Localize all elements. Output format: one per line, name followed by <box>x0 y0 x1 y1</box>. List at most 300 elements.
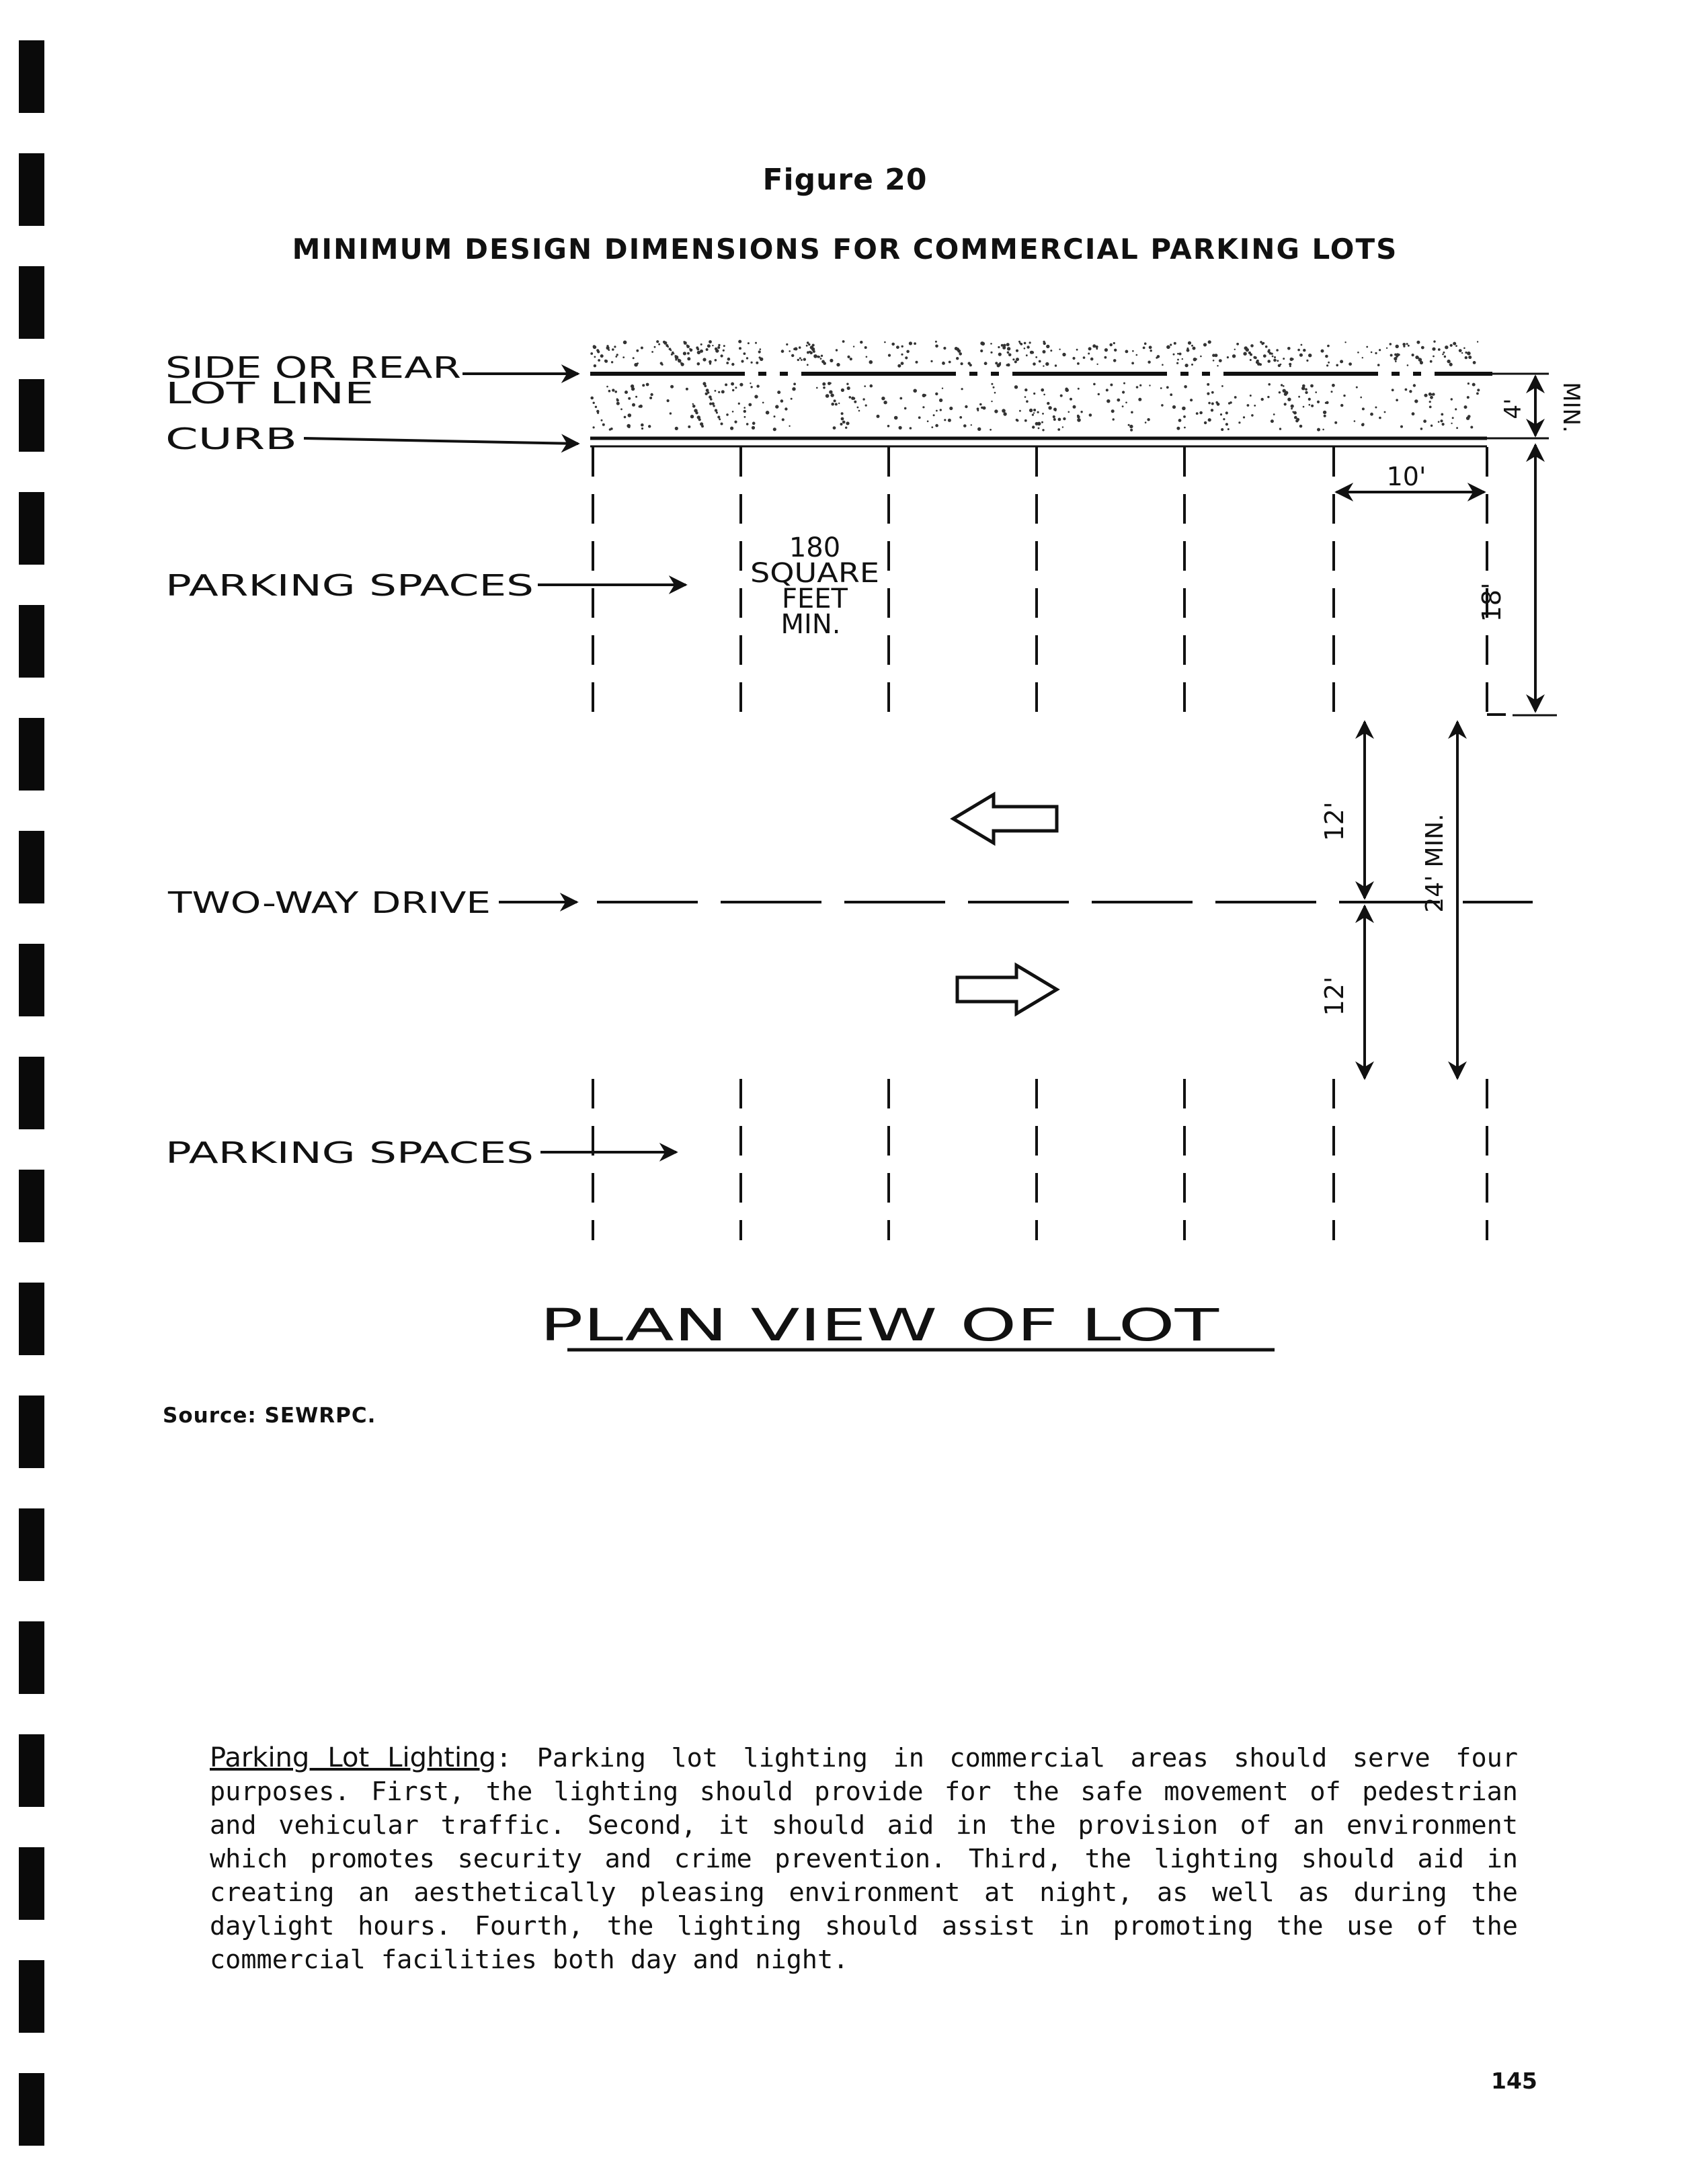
stipple-dot <box>1250 359 1252 361</box>
stipple-dot <box>1193 358 1197 361</box>
stipple-dot <box>1396 345 1399 348</box>
stipple-dot <box>983 407 986 410</box>
stipple-dot <box>712 345 713 346</box>
stipple-dot <box>673 353 674 354</box>
stipple-dot <box>927 420 929 422</box>
stipple-dot <box>1111 409 1115 413</box>
stipple-dot <box>1421 346 1424 350</box>
stipple-dot <box>1208 418 1211 421</box>
stipple-dot <box>1451 398 1453 400</box>
stipple-dot <box>910 427 912 430</box>
stipple-dot <box>612 348 614 351</box>
stipple-dot <box>830 393 834 397</box>
stipple-dot <box>1068 411 1070 413</box>
stipple-dot <box>935 393 938 395</box>
stipple-dot <box>935 424 938 428</box>
stipple-dot <box>781 350 784 353</box>
stipple-dot <box>746 357 748 359</box>
stipple-dot <box>1379 349 1381 351</box>
stipple-dot <box>1453 342 1456 346</box>
stipple-dot <box>731 382 734 386</box>
stipple-dot <box>1090 358 1094 361</box>
stipple-dot <box>750 386 752 388</box>
stipple-dot <box>1129 425 1133 428</box>
stipple-dot <box>1217 365 1218 366</box>
stipple-dot <box>1096 364 1098 365</box>
stipple-dot <box>1136 354 1138 356</box>
stipple-dot <box>670 350 672 352</box>
stipple-dot <box>1306 360 1308 362</box>
stipple-dot <box>739 383 743 387</box>
stipple-dot <box>1395 360 1397 362</box>
stipple-dot <box>933 414 935 416</box>
stipple-dot <box>690 415 694 418</box>
stipple-dot <box>663 341 667 345</box>
stipple-dot <box>1077 415 1080 419</box>
stipple-dot <box>1053 415 1055 418</box>
stipple-dot <box>631 387 635 391</box>
stipple-dot <box>901 354 903 356</box>
stipple-dot <box>822 382 826 386</box>
stipple-dot <box>730 427 733 430</box>
stipple-dot <box>656 340 659 343</box>
stipple-dot <box>857 407 859 409</box>
top-stall-lines <box>593 447 1487 716</box>
stipple-dot <box>1220 413 1222 415</box>
stipple-dot <box>936 410 938 412</box>
stipple-dot <box>1109 343 1113 347</box>
stipple-dot <box>688 426 690 428</box>
stipple-dot <box>930 360 932 362</box>
stipple-dot <box>1356 387 1358 389</box>
stipple-dot <box>799 357 801 359</box>
stipple-dot <box>726 362 729 364</box>
stipple-dot <box>1076 349 1078 351</box>
lot-line-label-2: LOT LINE <box>165 376 374 411</box>
stipple-dot <box>1001 344 1004 347</box>
stipple-dot <box>1182 358 1183 360</box>
stipple-dot <box>1423 419 1426 423</box>
stipple-dot <box>614 346 616 348</box>
stipple-dot <box>1336 364 1338 367</box>
stipple-dot <box>1440 419 1443 422</box>
stipple-dot <box>636 350 639 352</box>
stipple-dot <box>1043 341 1045 343</box>
stipple-dot <box>716 411 718 413</box>
stipple-dot <box>690 349 693 352</box>
stipple-dot <box>1441 413 1443 416</box>
stipple-dot <box>1250 395 1252 397</box>
stipple-dot <box>1254 356 1257 359</box>
stipple-dot <box>658 343 660 346</box>
stipple-dot <box>758 350 761 353</box>
stipple-dot <box>949 407 953 410</box>
stipple-dot <box>1294 416 1297 419</box>
stipple-dot <box>862 398 864 400</box>
stipple-dot <box>642 384 645 387</box>
stipple-dot <box>1325 355 1328 358</box>
stipple-dot <box>1132 350 1134 352</box>
stipple-dot <box>709 362 711 364</box>
stipple-dot <box>931 426 933 428</box>
stipple-dot <box>847 356 850 358</box>
stipple-dot <box>998 353 1002 356</box>
stipple-dot <box>1406 343 1408 345</box>
stipple-dot <box>1324 415 1326 417</box>
dim-buffer-label: 4' <box>1500 398 1527 419</box>
stipple-dot <box>1317 428 1320 432</box>
stipple-dot <box>748 342 750 344</box>
stipple-dot <box>888 354 891 357</box>
direction-arrow-left <box>953 795 1057 843</box>
stipple-dot <box>1145 421 1147 423</box>
stipple-dot <box>784 407 787 410</box>
stipple-dot <box>901 346 903 348</box>
stipple-dot <box>807 364 809 366</box>
stipple-dot <box>734 421 737 423</box>
stipple-dot <box>1174 342 1176 345</box>
stipple-dot <box>1185 364 1189 367</box>
stipple-dot <box>1289 365 1291 367</box>
stipple-dot <box>1212 354 1215 357</box>
stipple-dot <box>959 416 962 419</box>
stipple-dot <box>1055 409 1057 411</box>
stipple-dot <box>1334 421 1337 424</box>
stipple-dot <box>1058 418 1061 421</box>
stipple-dot <box>726 413 729 416</box>
stipple-dot <box>1177 353 1179 355</box>
stipple-dot <box>1433 340 1435 342</box>
stipple-dot <box>826 394 830 398</box>
stipple-dot <box>1161 404 1164 407</box>
stipple-dot <box>1182 407 1186 411</box>
stipple-dot <box>906 350 910 354</box>
stipple-dot <box>1122 405 1124 407</box>
stipple-dot <box>1062 426 1063 428</box>
stipple-dot <box>721 354 723 357</box>
stipple-dot <box>998 346 1000 348</box>
stipple-dot <box>1331 391 1333 393</box>
stipple-dot <box>1317 401 1320 403</box>
stipple-dot <box>1199 411 1203 415</box>
stipple-dot <box>980 350 983 352</box>
stipple-dot <box>1077 362 1080 365</box>
stipple-dot <box>1211 403 1214 405</box>
stipple-dot <box>860 341 862 343</box>
stipple-dot <box>1083 356 1086 359</box>
stipple-dot <box>791 354 794 357</box>
stipple-dot <box>1016 350 1018 352</box>
stipple-dot <box>692 403 694 405</box>
stipple-dot <box>601 419 603 421</box>
stipple-dot <box>1139 385 1141 387</box>
stipple-dot <box>793 382 796 385</box>
stipple-dot <box>1033 409 1036 411</box>
stipple-dot <box>624 416 627 419</box>
stipple-dot <box>1362 407 1365 410</box>
stipple-dot <box>831 403 834 406</box>
stipple-dot <box>949 361 951 364</box>
stipple-dot <box>1178 419 1182 422</box>
stipple-dot <box>961 388 963 390</box>
stipple-dot <box>1257 362 1260 366</box>
stipple-dot <box>681 363 684 366</box>
stipple-dot <box>935 341 937 343</box>
stipple-dot <box>1131 411 1133 414</box>
stipple-dot <box>1113 342 1115 344</box>
stipple-dot <box>1236 343 1239 346</box>
stipple-dot <box>1301 387 1305 390</box>
stipple-dot <box>1283 358 1285 360</box>
stipple-dot <box>1147 418 1150 421</box>
space-area-line-2: SQUARE <box>750 558 879 589</box>
stipple-dot <box>725 383 727 386</box>
stipple-dot <box>1208 340 1211 343</box>
stipple-dot <box>628 426 630 428</box>
stipple-dot <box>858 410 860 412</box>
stipple-dot <box>1291 405 1294 408</box>
stipple-dot <box>1360 397 1362 399</box>
stipple-dot <box>1043 350 1046 354</box>
stipple-dot <box>1386 348 1387 349</box>
stipple-dot <box>1050 350 1052 352</box>
stipple-dot <box>1234 349 1236 350</box>
stipple-dot <box>956 357 959 360</box>
stipple-dot <box>791 398 793 400</box>
stipple-dot <box>1332 384 1335 387</box>
stipple-dot <box>834 399 836 402</box>
stipple-dot <box>1006 364 1008 366</box>
stipple-dot <box>732 411 734 413</box>
stipple-dot <box>1208 402 1211 405</box>
stipple-dot <box>1290 358 1293 361</box>
stipple-dot <box>1032 414 1034 416</box>
stipple-dot <box>914 342 916 345</box>
stipple-dot <box>1284 403 1287 405</box>
stipple-dot <box>710 398 713 401</box>
stipple-dot <box>1375 352 1377 354</box>
stipple-dot <box>1297 349 1300 352</box>
stipple-dot <box>1455 345 1457 347</box>
stipple-dot <box>700 350 703 353</box>
stipple-dot <box>1280 364 1282 366</box>
stipple-dot <box>1106 389 1109 391</box>
stipple-dot <box>686 345 690 348</box>
stipple-dot <box>842 421 846 424</box>
stipple-dot <box>1026 400 1029 403</box>
stipple-dot <box>841 412 844 415</box>
stipple-dot <box>1131 362 1134 364</box>
stipple-dot <box>1093 383 1096 386</box>
stipple-dot <box>1007 347 1010 350</box>
stipple-dot <box>1203 343 1207 346</box>
stipple-dot <box>1292 411 1294 413</box>
stipple-dot <box>887 425 890 428</box>
stipple-dot <box>738 340 741 343</box>
stipple-dot <box>1186 349 1190 352</box>
stipple-dot <box>774 415 776 417</box>
stipple-dot <box>1366 346 1368 348</box>
stipple-dot <box>922 394 926 397</box>
stipple-dot <box>899 397 902 400</box>
stipple-dot <box>1211 391 1214 394</box>
stipple-dot <box>1032 426 1035 428</box>
drive-label: TWO-WAY DRIVE <box>167 886 491 920</box>
stipple-dot <box>1400 426 1403 428</box>
stipple-dot <box>1430 396 1433 399</box>
stipple-dot <box>1283 389 1286 393</box>
stipple-dot <box>1157 355 1160 358</box>
stipple-dot <box>746 423 749 426</box>
stipple-dot <box>651 351 653 353</box>
stipple-dot <box>1193 347 1196 350</box>
stipple-dot <box>1045 362 1049 366</box>
stipple-dot <box>606 386 608 388</box>
stipple-dot <box>667 399 670 402</box>
stipple-dot <box>1431 394 1433 396</box>
stipple-dot <box>841 389 844 392</box>
stipple-dot <box>650 393 653 396</box>
stipple-dot <box>1289 363 1291 366</box>
stipple-dot <box>1281 384 1283 386</box>
stipple-dot <box>717 415 720 418</box>
stipple-dot <box>1321 350 1324 353</box>
stipple-dot <box>1467 352 1471 356</box>
stipple-dot <box>849 396 852 399</box>
stipple-dot <box>1043 365 1044 366</box>
stipple-dot <box>1390 343 1392 346</box>
stipple-dot <box>1456 427 1458 429</box>
stipple-dot <box>738 403 740 405</box>
stipple-dot <box>604 360 608 363</box>
stipple-dot <box>637 362 639 364</box>
stipple-dot <box>648 425 651 428</box>
stipple-dot <box>918 416 921 419</box>
stipple-dot <box>646 383 649 387</box>
stipple-dot <box>755 342 757 344</box>
plan-title: PLAN VIEW OF LOT <box>540 1299 1220 1351</box>
stipple-dot <box>602 423 605 426</box>
stipple-dot <box>1213 360 1215 362</box>
stipple-dot <box>1188 341 1191 345</box>
stipple-dot <box>1463 348 1465 350</box>
dim-depth-label: 18' <box>1477 582 1506 622</box>
stipple-dot <box>702 358 706 361</box>
stipple-dot <box>990 429 992 431</box>
stipple-dot <box>1228 402 1230 404</box>
stipple-dot <box>1012 358 1014 360</box>
stipple-dot <box>1315 391 1317 393</box>
stipple-dot <box>1221 385 1223 387</box>
stipple-dot <box>980 341 984 346</box>
stipple-dot <box>1274 356 1276 358</box>
stipple-dot <box>1298 396 1300 398</box>
stipple-dot <box>1409 390 1412 393</box>
parking-spaces-bottom-label: PARKING SPACES <box>165 1136 534 1170</box>
stipple-dot <box>823 387 826 389</box>
stipple-dot <box>1361 423 1365 427</box>
stipple-dot <box>614 391 617 393</box>
stipple-dot <box>1104 356 1107 359</box>
stipple-dot <box>1053 418 1056 421</box>
stipple-dot <box>748 403 752 407</box>
stipple-dot <box>1170 343 1172 346</box>
stipple-dot <box>1016 358 1019 361</box>
stipple-dot <box>1384 411 1386 413</box>
stipple-dot <box>1033 412 1035 413</box>
stipple-dot <box>1027 346 1029 348</box>
stipple-dot <box>1166 346 1170 350</box>
stipple-dot <box>1232 354 1236 358</box>
stipple-dot <box>1263 354 1266 358</box>
stipple-dot <box>942 362 945 365</box>
stipple-dot <box>812 344 815 347</box>
stipple-dot <box>1459 349 1462 352</box>
stipple-dot <box>1166 386 1169 389</box>
stipple-dot <box>891 343 895 346</box>
stipple-dot <box>948 419 951 422</box>
stipple-dot <box>1420 428 1423 430</box>
stipple-dot <box>721 423 723 426</box>
stipple-dot <box>1002 409 1006 413</box>
stipple-dot <box>897 364 901 368</box>
stipple-dot <box>1472 383 1476 387</box>
stipple-dot <box>942 388 943 389</box>
stipple-dot <box>1268 383 1271 386</box>
stipple-dot <box>1162 364 1164 366</box>
stipple-dot <box>775 405 778 408</box>
stipple-dot <box>1349 362 1352 366</box>
stipple-dot <box>1043 394 1045 396</box>
stipple-dot <box>1089 413 1092 417</box>
stipple-dot <box>641 423 644 427</box>
stipple-dot <box>979 403 982 406</box>
stipple-dot <box>687 352 690 355</box>
stipple-dot <box>1223 418 1225 420</box>
stipple-dot <box>1078 388 1080 390</box>
stipple-dot <box>1191 345 1193 347</box>
stipple-dot <box>1267 360 1271 363</box>
paragraph-heading: Parking Lot Lighting <box>210 1742 496 1773</box>
stipple-dot <box>899 426 902 430</box>
stipple-dot <box>797 359 799 361</box>
stipple-dot <box>1431 425 1433 427</box>
stipple-dot <box>1150 350 1152 352</box>
stipple-dot <box>1295 419 1299 423</box>
stipple-dot <box>715 409 717 411</box>
stipple-dot <box>1308 398 1311 401</box>
stipple-dot <box>1473 361 1476 364</box>
stipple-dot <box>1037 422 1041 426</box>
stipple-dot <box>743 407 746 409</box>
stipple-dot <box>1412 354 1414 356</box>
stipple-dot <box>611 361 613 363</box>
stipple-dot <box>789 350 791 352</box>
stipple-dot <box>969 364 972 366</box>
stipple-dot <box>1418 358 1422 362</box>
stipple-dot <box>762 402 764 404</box>
stipple-dot <box>1029 341 1031 343</box>
stipple-dot <box>1130 429 1133 432</box>
stipple-dot <box>1200 356 1202 358</box>
stipple-dot <box>866 356 868 358</box>
stipple-dot <box>1325 402 1327 404</box>
stipple-dot <box>1125 350 1129 354</box>
stipple-dot <box>813 354 817 358</box>
stipple-dot <box>632 403 635 407</box>
stipple-dot <box>1452 417 1454 419</box>
stipple-dot <box>1326 364 1328 366</box>
